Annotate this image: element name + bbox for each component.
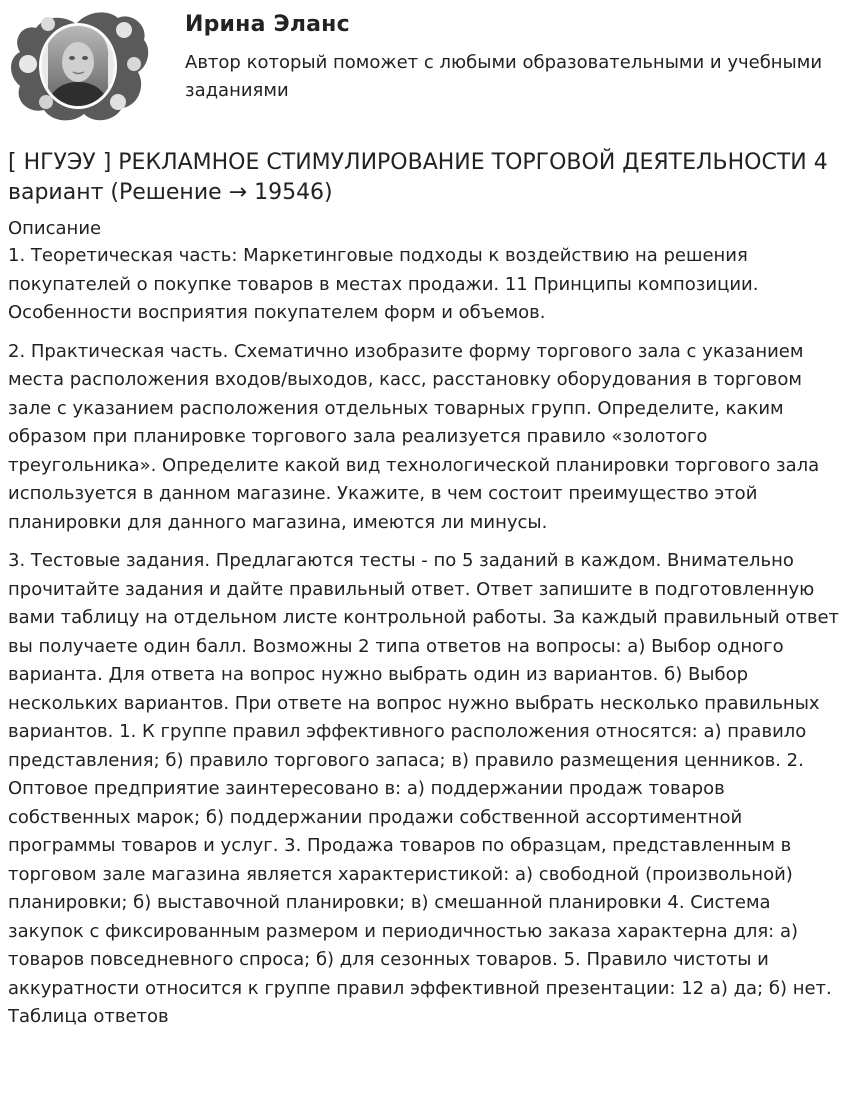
description-label: Описание <box>8 218 102 239</box>
description-paragraph-1: 1. Теоретическая часть: Маркетинговые подходы к воздействию на решения покупателей о покупке товаров в местах продажи. 11 Принципы композиции. Особенности восприятия покупателем форм и объемов. <box>8 245 759 323</box>
work-title: [ НГУЭУ ] РЕКЛАМНОЕ СТИМУЛИРОВАНИЕ ТОРГОВОЙ ДЕЯТЕЛЬНОСТИ 4 вариант (Решение → 19546) <box>8 150 828 205</box>
avatar-frame-icon <box>6 6 152 126</box>
description-paragraph-3: 3. Тестовые задания. Предлагаются тесты - по 5 заданий в каждом. Внимательно прочитайте задания и дайте правильный ответ. Ответ запишите в подготовленную вами таблицу на отдельном листе контрольной работы. За каждый правильный ответ вы получаете один балл. Возможны 2 типа ответов на вопросы: а) Выбор одного варианта. Для ответа на вопрос нужно выбрать один из вариантов. б) Выбор нескольких вариантов. При ответе на вопрос нужно выбрать несколько правильных вариантов. 1. К группе правил эффективного расположения относятся: а) правило представления; б) правило торгового запаса; в) правило размещения ценников. 2. Оптовое предприятие заинтересовано в: а) поддержании продаж товаров собственных марок; б) поддержании продажи собственной ассортиментной программы товаров и услуг. 3. Продажа товаров по образцам, представленным в торговом зале магазина является характеристикой: а) свободной (произвольной) планировки; б) выставочной планировки; в) смешанной планировки 4. Система закупок с фиксированным размером и периодичностью заказа характерна для: а) товаров повседневного спроса; б) для сезонных товаров. 5. Правило чистоты и аккуратности относится к группе правил эффективной презентации: 12 а) да; б) нет. Таблица ответов <box>8 550 839 1027</box>
author-name[interactable]: Ирина Эланс <box>185 12 350 37</box>
author-avatar[interactable] <box>6 6 152 126</box>
author-block <box>0 0 847 134</box>
author-bio: Автор который поможет с любыми образовательными и учебными заданиями <box>185 52 823 101</box>
description-paragraph-2: 2. Практическая часть. Схематично изобразите форму торгового зала с указанием места расположения входов/выходов, касс, расстановку оборудования в торговом зале с указанием расположения отдельных товарных групп. Определите, каким образом при планировке торгового зала реализуется правило «золотого треугольника». Определите какой вид технологической планировки торгового зала используется в данном магазине. Укажите, в чем состоит преимущество этой планировки для данного магазина, имеются ли минусы. <box>8 340 820 533</box>
